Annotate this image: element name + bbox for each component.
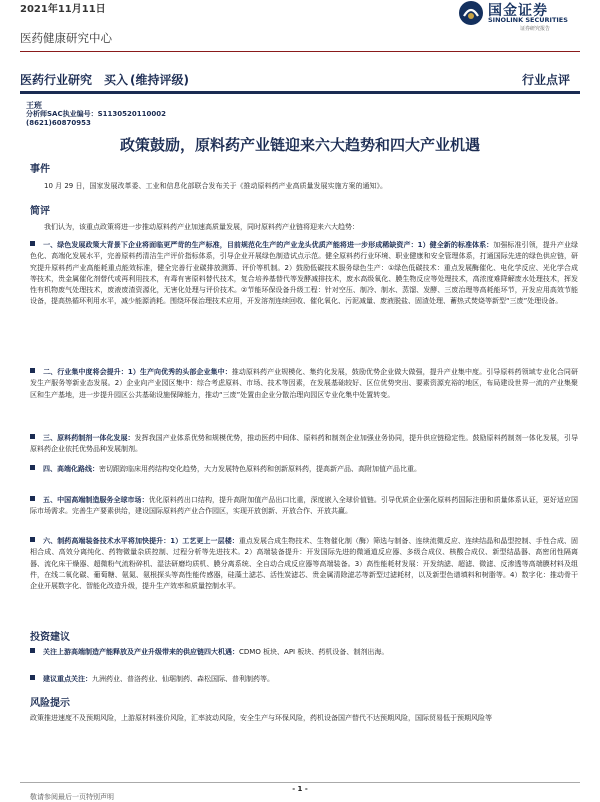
footer-disclaimer: 敬请参阅最后一页特别声明	[30, 793, 114, 801]
research-center: 医药健康研究中心	[20, 31, 112, 45]
company-logo	[458, 0, 580, 34]
bullet-square-icon	[30, 675, 35, 680]
report-kind: 行业点评	[521, 73, 570, 87]
analyst-block	[26, 101, 166, 128]
analyst-cert: 分析师SAC执业编号：S1130520110002	[26, 110, 166, 118]
page-number: - 1 -	[292, 785, 308, 793]
analyst-name: 王班	[26, 101, 42, 110]
bullet-body-tail: 推动骨干企业开展数字化、智能化改造升级，提升生产效率和质量控制水平。	[30, 570, 579, 591]
risk-text: 政策推进速度不及预期风险，上游原材料涨价风险，汇率波动风险，安全生产与环保风险，药机设备国产替代不达预期风险，国际贸易低于预期风险等	[30, 714, 492, 722]
section-advice: 投资建议	[30, 632, 70, 643]
bullet-square-icon	[30, 434, 35, 439]
top-divider	[20, 51, 580, 52]
sinolink-logo-icon	[458, 0, 484, 26]
logo-sub: 证券研究报告	[520, 26, 551, 32]
analyst-phone: (8621)60870953	[26, 119, 91, 127]
bullet-head: 六、制药高端装备技术水平将加快提升：1）工艺更上一层楼：	[43, 537, 239, 545]
bullet-head: 四、高端化路线：	[43, 465, 99, 473]
list-item	[30, 536, 578, 592]
bullet-body: 密切跟踪临床用药结构变化趋势，大力发展特色原料药和创新原料药，提高新产品、高附加值产品比重。	[99, 465, 421, 473]
bullet-square-icon	[30, 465, 35, 470]
bullet-square-icon	[30, 368, 35, 373]
bullet-square-icon	[30, 241, 35, 246]
bullet-body: CDMO 板块、API 板块、药机设备、制剂出海。	[239, 648, 389, 656]
bullet-square-icon	[30, 496, 35, 501]
bullet-body: 优化原料药出口结构，提升高附加值产品出口比重，深度嵌入全球价值链。引导优质企业强化原料药国际注册和质量体系认证，更好适应国际市场需求。完善生产要素供给，建设国际原料药产业合作园区，实现开放创新、开放合作、开放共赢。	[30, 496, 579, 516]
event-text: 10 月 29 日，国家发展改革委、工业和信息化部联合发布关于《推动原料药产业高质量发展实施方案的通知》。	[44, 182, 387, 190]
category-label: 医药行业研究	[20, 73, 93, 87]
section-risk: 风险提示	[30, 698, 70, 709]
bullet-body: 加强标准引领，提升产业绿色化、高端化发展水平，完善原料药清洁生产评价指标体系，引导企业开展绿色制造试点示范。健全原料药行业环境、职业健康和安全管理体系，打通国际先进的绿色供应链，研究提升原料药产业高能耗重点能效标准，健全完善行业碳排放测算、评价等机制。2）鼓励低碳技术服务绿色生产：①绿色低碳技术：重点发展酶催化、电化学反应、光化学合成等技术，贵金属催化剂替代或再利用技术，有毒有害原料替代技术，复合培养基替代等发酵减排技术，废水高级氧化、膜生物反应等处理技术，高浓度难降解废水处理技术，挥发性有机物废气处理技术，废液废渣资源化，无害化处理与评价技术。②节能环保设备升级工程：针对空压、制冷、制水、蒸馏、发酵、三废治理等高耗能环节，开发应用高效节能设备，提高热循环利用水平，减少能源消耗。围绕环保治理技术应用，开发溶剂连续回收、催化氧化、污泥减量、废液脱盐、固渣处理、蓄热式焚烧等新型“三废”处理设备。	[30, 241, 579, 306]
bullet-head: 三、原料药制剂一体化发展：	[43, 434, 135, 442]
bullet-square-icon	[30, 537, 35, 542]
list-item	[30, 433, 578, 456]
list-item	[30, 647, 578, 658]
rating-action: 买入	[104, 73, 129, 87]
comment-intro: 我们认为，该重点政策将进一步推动原料药产业加速高质量发展，同时原料药产业链将迎来六大趋势：	[44, 223, 359, 231]
bullet-head: 建议重点关注：	[43, 675, 92, 683]
section-comment: 简评	[30, 206, 50, 217]
bullet-head: 一、绿色发展政策大背景下企业将面临更严苛的生产标准，目前规范化生产的产业龙头优质产能将进一步形成稀缺资产：1）健全新的标准体系：	[43, 241, 494, 249]
report-category	[20, 71, 201, 88]
bullet-square-icon	[30, 648, 35, 653]
report-date: 2021年11月11日	[20, 4, 106, 15]
list-item	[30, 367, 578, 401]
list-item	[30, 240, 578, 308]
bullet-body: 九洲药业、普洛药业、仙琚制药、森松国际、普利制药等。	[92, 675, 274, 683]
bullet-head: 关注上游高端制造产能释放及产业升级带来的供应链四大机遇：	[43, 648, 239, 656]
bullet-head: 五、中国高端制造服务全球市场：	[43, 496, 149, 504]
logo-name: 国金证券	[488, 3, 548, 19]
list-item	[30, 464, 578, 475]
bullet-body: 发挥我国产业体系优势和规模优势，推动医药中间体、原料药和制剂企业加强业务协同，提升供应链稳定性。鼓励原料药制剂一体化发展，引导原料药企业依托优势品种发展制剂。	[30, 434, 579, 454]
logo-en: SINOLINK SECURITIES	[488, 16, 568, 24]
main-divider	[20, 91, 580, 94]
bullet-body: 推动原料药产业规模化、集约化发展，鼓励优势企业做大做强，提升产业集中度。引导原料药领域专业化合同研发生产服务等新业态发展。2）企业向产业园区集中：综合考虑原料、市场、技术等因素，在发展基础较好、区位优势突出、要素资源充裕的地区，布局建设世界一流的产业集聚区和生产基地，进一步提升园区公共基础设施保障能力，推动“三废”处置由企业分散治理向园区专业化集中处置转变。	[30, 368, 579, 399]
report-title: 政策鼓励，原料药产业链迎来六大趋势和四大产业机遇	[119, 136, 480, 154]
list-item	[30, 495, 578, 518]
list-item	[30, 674, 578, 685]
bullet-head: 二、行业集中度将会提升：1）生产向优秀的头部企业集中：	[43, 368, 232, 376]
footer-divider	[20, 782, 580, 783]
section-event: 事件	[30, 164, 50, 175]
rating-label: (维持评级)	[130, 73, 190, 87]
bullet-body: 重点发展合成生物技术、生物催化制（酶）筛选与制备、连续流微反应、连续结晶和晶型控制、手性合成、固相合成、高效分离纯化、药物微量杂质控制、过程分析等先进技术。2）高端装备提升：开发国际先进的微通道反应器、多级合成仪、核酸合成仪、新型结晶器、高密闭性隔离器、流化床干燥器、超微粉气流粉碎机、湿法研磨均质机、膜分离系统、全自动合成反应器等高端装备。3）高性能耗材发展：开发纳滤、超滤、微滤、反渗透等高端膜材料及组件，在线二氧化碳、葡萄糖、氨氮、氨根探头等高性能传感器，硅藻土滤芯、活性炭滤芯、贵金属清除滤芯等新型过滤耗材，以及新型色谱填料和树脂等。4）数字化：	[30, 537, 578, 579]
